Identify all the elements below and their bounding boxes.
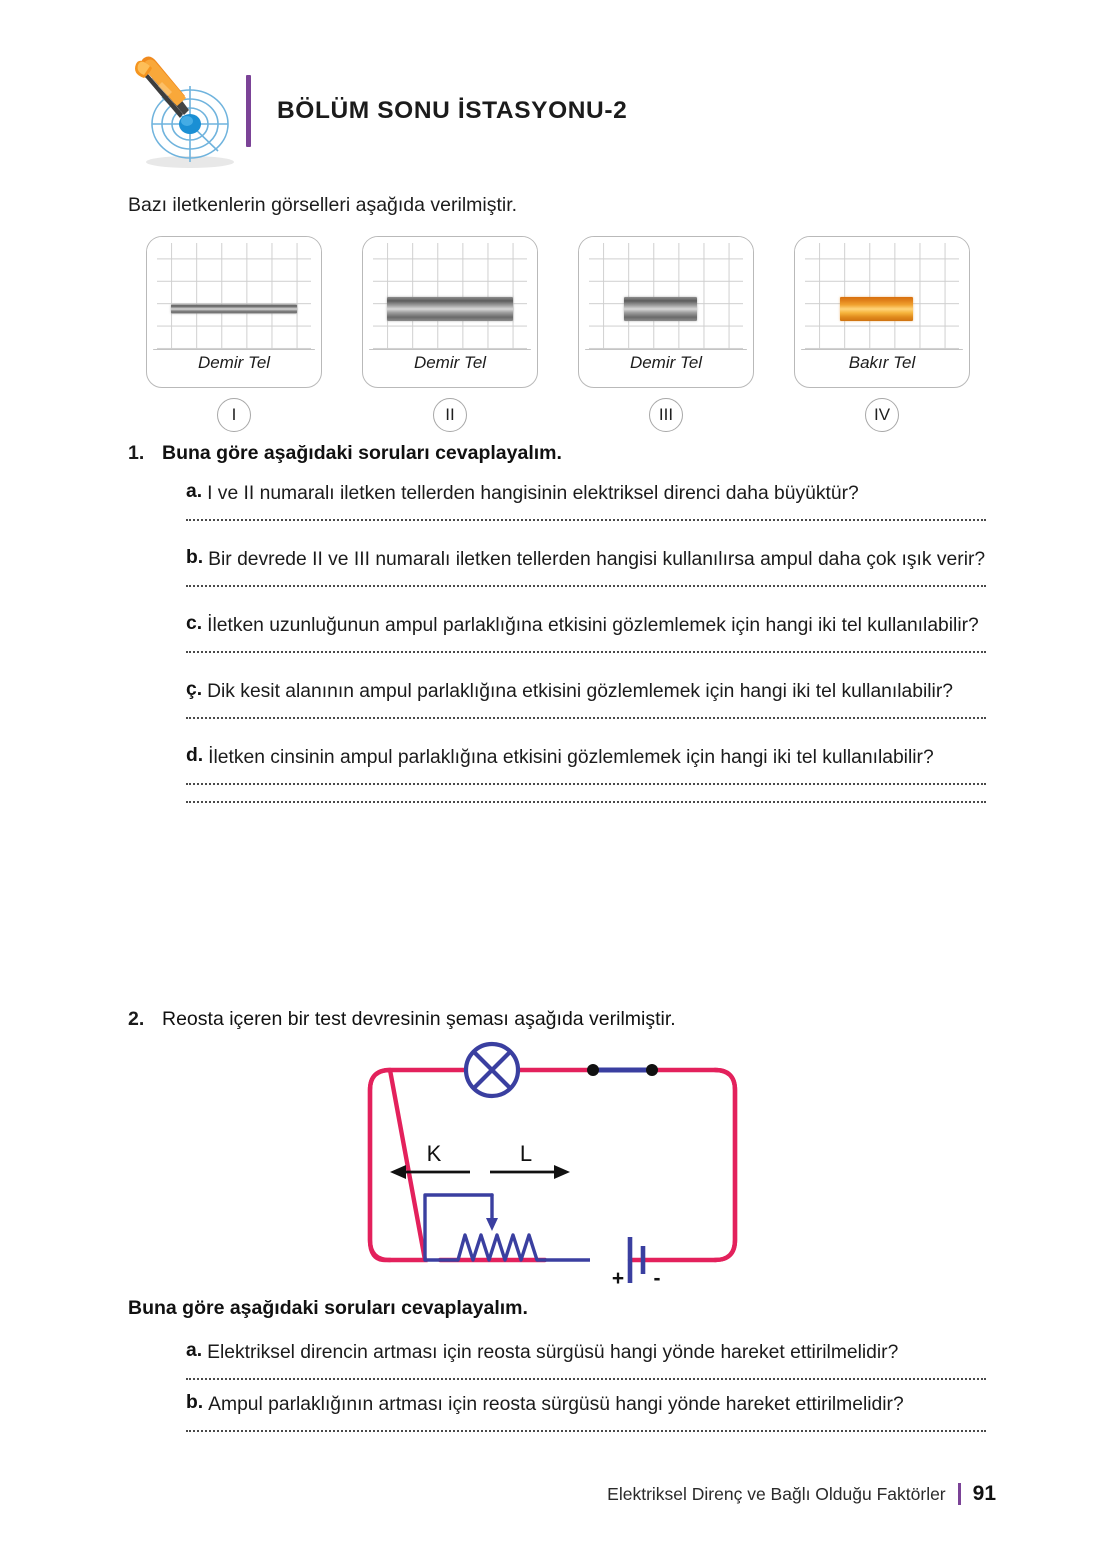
question-1-item-c-cedilla — [186, 679, 986, 719]
question-2-item-b — [186, 1392, 986, 1432]
arrow-label-k: K — [426, 1141, 442, 1166]
battery-icon — [612, 1237, 661, 1290]
answer-line[interactable] — [186, 783, 986, 785]
question-1-item-b — [186, 547, 986, 587]
question-1-heading-row — [128, 442, 562, 465]
item-letter: a. — [186, 481, 203, 502]
arrow-label-l: L — [519, 1141, 533, 1166]
grid-background — [363, 237, 537, 349]
page-header — [128, 52, 627, 170]
item-letter: c. — [186, 613, 203, 634]
item-letter: b. — [186, 547, 204, 568]
rheostat-slider-arrow — [486, 1218, 498, 1231]
item-letter: d. — [186, 745, 204, 766]
grid-background — [147, 237, 321, 349]
wire-card-3 — [578, 236, 754, 432]
item-letter: ç. — [186, 679, 203, 700]
wire-specimen — [624, 297, 697, 321]
question-2-item-a — [186, 1340, 986, 1380]
question-1-item-a — [186, 481, 986, 521]
question-2-sub-heading: Buna göre aşağıdaki soruları cevaplayalım. — [128, 1297, 528, 1319]
item-text: İletken uzunluğunun ampul parlaklığına etkisini gözlemlemek için hangi iki tel kullanılabilir? — [207, 615, 979, 636]
footer-chapter-title: Elektriksel Direnç ve Bağlı Olduğu Faktörler — [607, 1483, 946, 1504]
answer-line[interactable] — [186, 1378, 986, 1380]
wire-label: Demir Tel — [197, 353, 271, 372]
rheostat-zigzag-icon[interactable] — [425, 1195, 545, 1260]
answer-line[interactable] — [186, 801, 986, 803]
page-title: BÖLÜM SONU İSTASYONU-2 — [277, 97, 628, 124]
card-divider — [801, 349, 963, 350]
wire-specimen — [171, 305, 296, 314]
footer-separator — [958, 1483, 961, 1505]
direction-arrows — [390, 1141, 570, 1179]
answer-line[interactable] — [186, 717, 986, 719]
wire-card-2 — [362, 236, 538, 432]
question-1-item-c — [186, 613, 986, 653]
question-2-heading-row — [128, 1008, 676, 1031]
wire-label: Demir Tel — [629, 353, 703, 372]
item-text: Bir devrede II ve III numaralı iletken tellerden hangisi kullanılırsa ampul daha çok ışık verir? — [208, 549, 986, 570]
intro-text: Bazı iletkenlerin görselleri aşağıda verilmiştir. — [128, 194, 518, 216]
wire-card-1 — [146, 236, 322, 432]
question-2-number: 2. — [128, 1008, 145, 1030]
answer-line[interactable] — [186, 585, 986, 587]
wire-card-4 — [794, 236, 970, 432]
wire-label: Bakır Tel — [848, 353, 916, 372]
item-text: İletken cinsinin ampul parlaklığına etkisini gözlemlemek için hangi iki tel kullanılabilir? — [208, 747, 934, 768]
footer-page-number: 91 — [972, 1482, 996, 1505]
card-divider — [369, 349, 531, 350]
wire-card-box — [578, 236, 754, 388]
wire-card-box — [794, 236, 970, 388]
dart-target-icon — [128, 52, 236, 170]
item-text: Ampul parlaklığının artması için reosta sürgüsü hangi yönde hareket ettirilmelidir? — [208, 1394, 904, 1415]
closed-switch-icon[interactable] — [587, 1064, 658, 1076]
answer-line[interactable] — [186, 651, 986, 653]
question-1-heading: Buna göre aşağıdaki soruları cevaplayalım. — [162, 442, 562, 464]
answer-line[interactable] — [186, 519, 986, 521]
page-footer — [607, 1482, 996, 1506]
item-text: I ve II numaralı iletken tellerden hangisinin elektriksel direnci daha büyüktür? — [207, 483, 859, 504]
wire-cards-row — [146, 236, 970, 432]
wire-specimen — [387, 297, 512, 321]
wire-numeral: III — [649, 398, 683, 432]
wire-numeral: I — [217, 398, 251, 432]
wire-card-box — [362, 236, 538, 388]
circuit-diagram — [330, 1035, 770, 1300]
wire-numeral: II — [433, 398, 467, 432]
battery-plus-label: + — [611, 1267, 625, 1290]
item-text: Dik kesit alanının ampul parlaklığına etkisini gözlemlemek için hangi iki tel kullanılabilir? — [207, 681, 953, 702]
wire-specimen — [840, 297, 913, 321]
item-text: Elektriksel direncin artması için reosta sürgüsü hangi yönde hareket ettirilmelidir? — [207, 1342, 899, 1363]
wire-card-box — [146, 236, 322, 388]
question-1-item-d — [186, 745, 986, 803]
question-2-heading: Reosta içeren bir test devresinin şeması aşağıda verilmiştir. — [162, 1008, 676, 1030]
question-1-number: 1. — [128, 442, 145, 464]
item-letter: b. — [186, 1392, 204, 1413]
lamp-cross-circle-icon — [466, 1044, 518, 1096]
grid-background — [579, 237, 753, 349]
question-1-items — [186, 481, 986, 829]
wire-label: Demir Tel — [413, 353, 487, 372]
item-letter: a. — [186, 1340, 203, 1361]
battery-minus-label: - — [653, 1267, 661, 1290]
question-2-items — [186, 1340, 986, 1432]
wire-numeral: IV — [865, 398, 899, 432]
grid-background — [795, 237, 969, 349]
card-divider — [585, 349, 747, 350]
card-divider — [153, 349, 315, 350]
header-accent-bar — [246, 75, 251, 147]
answer-line[interactable] — [186, 1430, 986, 1432]
